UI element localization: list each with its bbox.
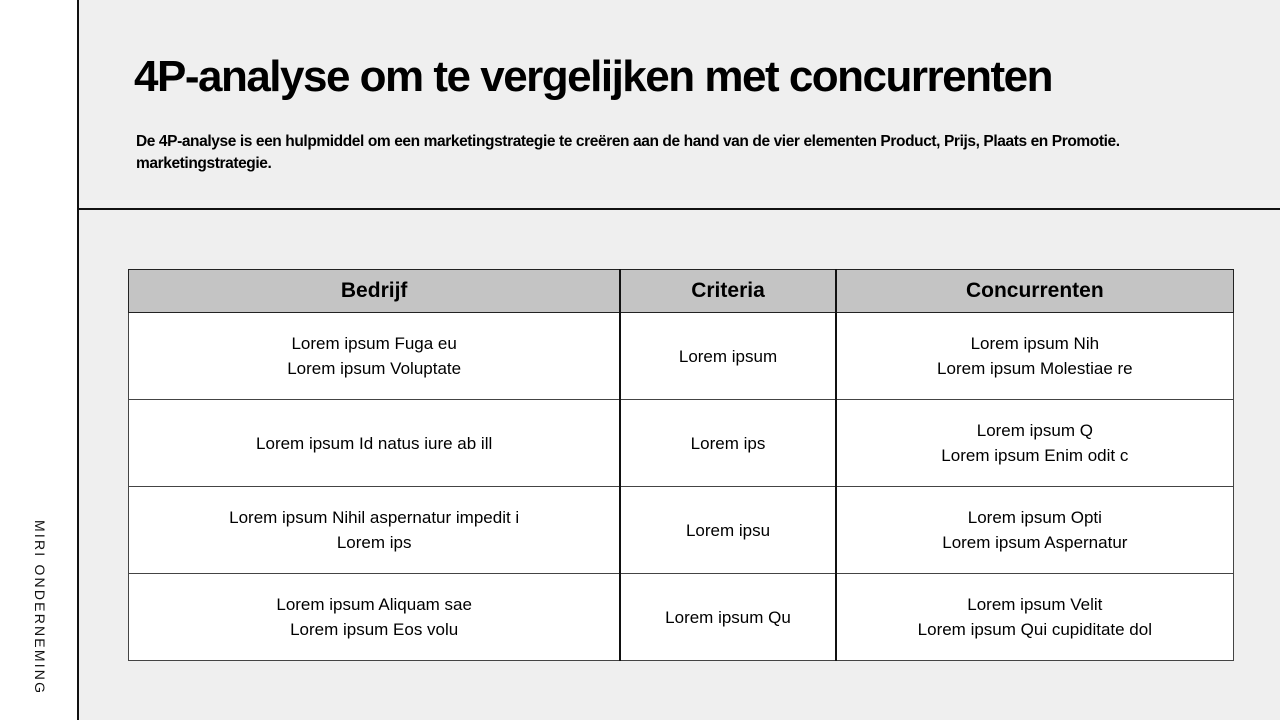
- cell-line: Lorem ipsum Velit: [967, 595, 1103, 614]
- cell-line: Lorem ipsum Fuga eu: [291, 334, 457, 353]
- header-criteria: Criteria: [620, 270, 835, 313]
- cell-line: Lorem ipsum Id natus iure ab ill: [256, 433, 493, 453]
- sidebar: [0, 0, 79, 720]
- table-row: [129, 487, 1234, 574]
- page-title: 4P-analyse om te vergelijken met concurrenten: [134, 52, 1052, 101]
- cell-line: Lorem ips: [336, 533, 412, 552]
- cell-bedrijf: [129, 487, 621, 574]
- cell-line: Lorem ips: [690, 433, 766, 453]
- cell-criteria: [620, 574, 835, 661]
- cell-bedrijf: [129, 574, 621, 661]
- cell-line: Lorem ipsum: [678, 346, 778, 366]
- cell-line: Lorem ipsum Aspernatur: [942, 533, 1128, 552]
- cell-line: Lorem ipsum Q: [976, 421, 1093, 440]
- cell-concurrenten: [836, 487, 1234, 574]
- header-bedrijf: Bedrijf: [129, 270, 621, 313]
- table-row: [129, 313, 1234, 400]
- divider: [79, 208, 1280, 210]
- description: [136, 131, 1236, 175]
- cell-bedrijf: [129, 400, 621, 487]
- cell-line: Lorem ipsum Eos volu: [290, 620, 459, 639]
- cell-criteria: [620, 487, 835, 574]
- brand-label: MIRI ONDERNEMING: [32, 520, 48, 696]
- cell-criteria: [620, 400, 835, 487]
- table-header-row: [129, 270, 1234, 313]
- cell-line: Lorem ipsum Qui cupiditate dol: [917, 620, 1152, 639]
- cell-line: Lorem ipsum Aliquam sae: [276, 595, 472, 614]
- cell-line: Lorem ipsum Enim odit c: [941, 446, 1129, 465]
- cell-line: Lorem ipsu: [685, 520, 771, 540]
- header-concurrenten: Concurrenten: [836, 270, 1234, 313]
- description-line: marketingstrategie.: [136, 155, 272, 172]
- cell-concurrenten: [836, 313, 1234, 400]
- cell-bedrijf: [129, 313, 621, 400]
- cell-line: Lorem ipsum Qu: [665, 607, 791, 627]
- cell-line: Lorem ipsum Molestiae re: [937, 359, 1133, 378]
- cell-concurrenten: [836, 400, 1234, 487]
- cell-line: Lorem ipsum Nihil aspernatur impedit i: [229, 508, 520, 527]
- table-row: [129, 400, 1234, 487]
- cell-line: Lorem ipsum Nih: [970, 334, 1100, 353]
- cell-concurrenten: [836, 574, 1234, 661]
- cell-criteria: [620, 313, 835, 400]
- comparison-table: [128, 269, 1234, 661]
- cell-line: Lorem ipsum Opti: [967, 508, 1102, 527]
- description-line: De 4P-analyse is een hulpmiddel om een marketingstrategie te creëren aan de hand van de vier elementen Product, Prijs, Plaats en Promotie.: [136, 133, 1120, 150]
- table-row: [129, 574, 1234, 661]
- cell-line: Lorem ipsum Voluptate: [287, 359, 462, 378]
